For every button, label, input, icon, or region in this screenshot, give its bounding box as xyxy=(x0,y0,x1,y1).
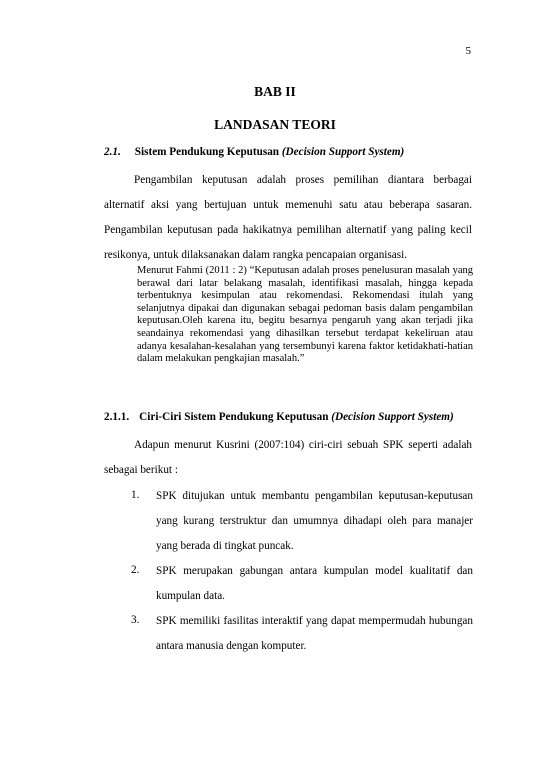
list-item xyxy=(131,564,473,614)
list-number: 1. xyxy=(131,489,140,501)
chapter-label: BAB II xyxy=(254,84,296,99)
section-title-italic: (Decision Support System) xyxy=(331,411,454,423)
paragraph-decision-making xyxy=(104,173,472,273)
paragraph-line: Pengambilan keputusan adalah proses pemilihan diantara berbagai xyxy=(134,174,472,186)
spk-characteristics-list xyxy=(131,489,473,664)
paragraph-line: Adapun menurut Kusrini (2007:104) ciri-ciri sebuah SPK seperti adalah xyxy=(134,439,472,451)
page-number: 5 xyxy=(465,45,471,57)
list-item xyxy=(131,489,473,564)
list-line: SPK ditujukan untuk membantu pengambilan keputusan-keputusan xyxy=(156,490,473,502)
chapter-title: LANDASAN TEORI xyxy=(214,117,336,132)
list-line: yang berada di tingkat puncak. xyxy=(156,540,294,552)
paragraph-line: Pengambilan keputusan pada hakikatnya pemilihan alternatif yang paling kecil xyxy=(104,224,472,236)
section-title: Ciri-Ciri Sistem Pendukung Keputusan xyxy=(139,411,332,423)
list-number: 2. xyxy=(131,564,140,576)
paragraph-line: alternatif aksi yang bertujuan untuk memenuhi satu atau beberapa sasaran. xyxy=(104,199,472,211)
section-heading-2-1-1 xyxy=(104,411,474,423)
section-number: 2.1.1. xyxy=(104,411,130,423)
block-quote: Menurut Fahmi (2011 : 2) “Keputusan adalah proses penelusuran masalah yang berawal dari latar belakang masalah, identifikasi masalah, hingga kepada terbentuknya kesimpulan atau rekomendasi. Rekomendasi itulah yang selanjutnya dipakai dan digunakan sebagai pedoman basis dalam pengambilan keputusan.Oleh karena itu, begitu besarnya pengaruh yang akan terjadi jika seandainya rekomendasi yang dihasilkan tersebut terdapat kekeliruan atau adanya kesalahan-kesalahan yang tersembunyi karena faktor ketidakhati-hatian dalam melakukan pengkajian masalah.” xyxy=(137,265,473,365)
paragraph-line: sebagai berikut : xyxy=(104,464,178,476)
list-line: kumpulan data. xyxy=(156,590,225,602)
list-line: SPK merupakan gabungan antara kumpulan model kualitatif dan xyxy=(156,565,473,577)
list-item xyxy=(131,614,473,664)
section-title: Sistem Pendukung Keputusan xyxy=(134,146,282,158)
section-number: 2.1. xyxy=(104,146,121,158)
list-line: antara manusia dengan komputer. xyxy=(156,640,307,652)
list-line: SPK memiliki fasilitas interaktif yang dapat mempermudah hubungan xyxy=(156,615,473,627)
paragraph-spk-intro xyxy=(104,438,472,488)
list-line: yang kurang terstruktur dan umumnya dihadapi oleh para manajer xyxy=(156,515,473,527)
section-heading-2-1 xyxy=(104,146,474,158)
list-number: 3. xyxy=(131,614,140,626)
section-title-italic: (Decision Support System) xyxy=(281,146,405,158)
paragraph-line: resikonya, untuk dilaksanakan dalam rangka pencapaian organisasi. xyxy=(104,249,407,261)
